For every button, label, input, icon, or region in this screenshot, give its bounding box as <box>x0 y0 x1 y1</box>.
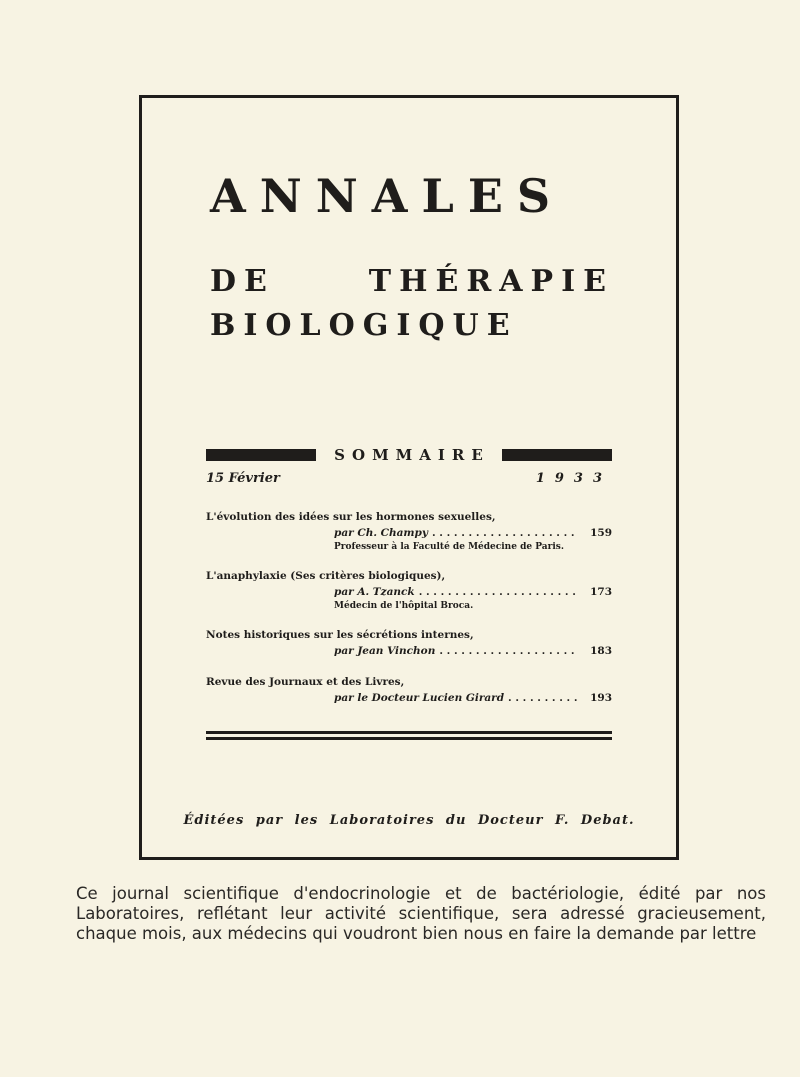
entry-page: 173 <box>590 586 612 598</box>
contents-entry <box>206 628 612 659</box>
issue-date-row <box>206 471 612 486</box>
leader-dots <box>508 690 578 706</box>
sommaire-label: SOMMAIRE <box>334 446 490 464</box>
entry-title: L'anaphylaxie (Ses critères biologiques), <box>206 570 446 582</box>
right-bar <box>502 449 612 461</box>
issue-year: 1933 <box>535 471 612 486</box>
entry-author: par Ch. Champy <box>334 527 428 539</box>
entry-title: Revue des Journaux et des Livres, <box>206 676 405 688</box>
entry-page: 159 <box>590 527 612 539</box>
entry-author: par le Docteur Lucien Girard <box>334 692 505 704</box>
double-rule-divider <box>206 731 612 743</box>
caption-text: Ce journal scientifique d'endocrinologie et de bactériologie, édité par nos Laboratoires, reflétant leur activité scientifique, sera adressé gracieusement, chaque mois, aux médecins qui voudront bien nous en faire la demande par lettre <box>76 884 766 943</box>
sommaire-header <box>206 445 612 465</box>
entry-page: 183 <box>590 645 612 657</box>
cover-frame <box>139 95 679 860</box>
entry-author-line <box>206 525 612 541</box>
contents-entry <box>206 675 612 706</box>
entry-title: L'évolution des idées sur les hormones sexuelles, <box>206 511 496 523</box>
issue-date: 15 Février <box>206 471 280 486</box>
journal-subtitle-line1: DE THÉRAPIE <box>210 264 614 299</box>
contents-entry <box>206 569 612 612</box>
publisher-line: Éditées par les Laboratoires du Docteur F. Debat. <box>183 813 635 828</box>
entry-title: Notes historiques sur les sécrétions internes, <box>206 629 474 641</box>
entry-page: 193 <box>590 692 612 704</box>
journal-title: ANNALES <box>210 169 565 223</box>
entry-author: par Jean Vinchon <box>334 645 436 657</box>
leader-dots <box>439 643 578 659</box>
entry-author-line <box>206 690 612 706</box>
entry-note: Médecin de l'hôpital Broca. <box>334 601 474 611</box>
entry-author-line <box>206 584 612 600</box>
entry-note: Professeur à la Faculté de Médecine de Paris. <box>334 542 564 552</box>
entry-author: par A. Tzanck <box>334 586 415 598</box>
journal-subtitle-line2: BIOLOGIQUE <box>210 308 518 343</box>
leader-dots <box>419 584 578 600</box>
left-bar <box>206 449 316 461</box>
contents-entry <box>206 510 612 553</box>
entry-author-line <box>206 643 612 659</box>
leader-dots <box>432 525 578 541</box>
contents-list <box>206 510 612 722</box>
